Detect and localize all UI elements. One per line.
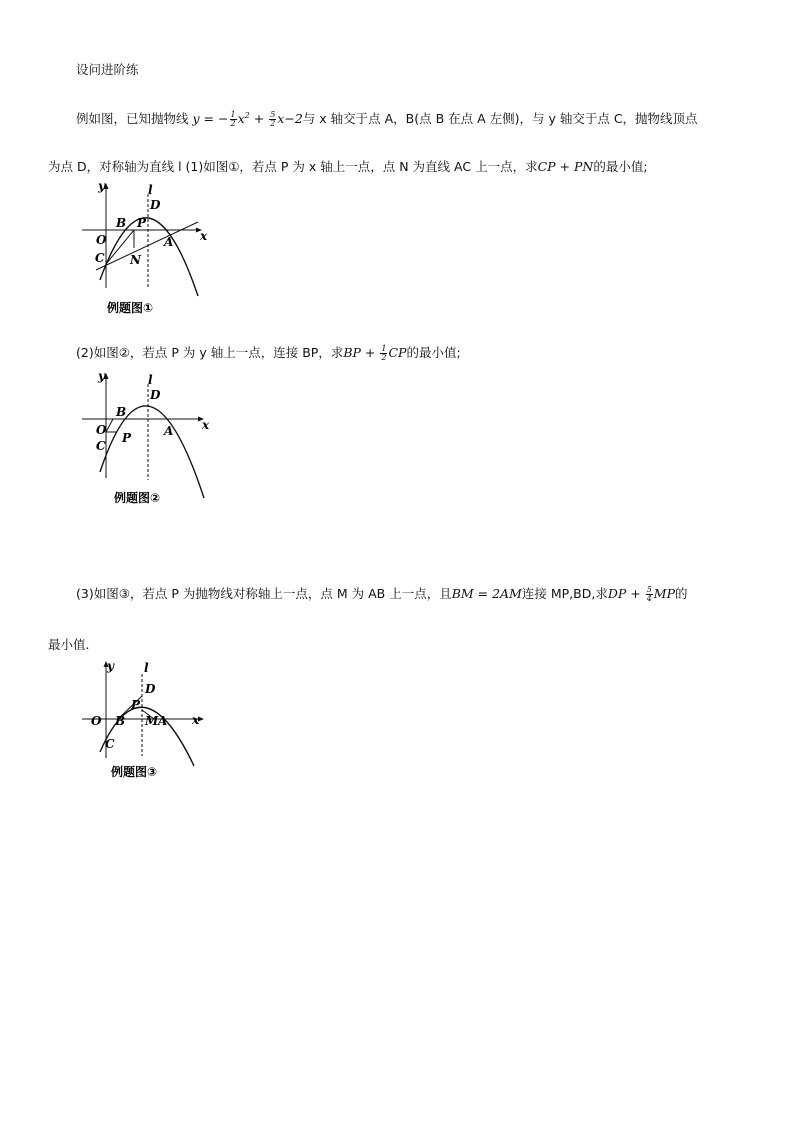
part2-math [343,345,406,360]
figure-2-diagram [78,368,218,508]
label-O: O [96,233,107,247]
label-x: x [192,713,200,727]
label-P: P [131,698,141,712]
part1-suffix: 的最小值; [593,159,648,174]
label-O: O [96,423,107,437]
part3-math-c: MP [653,586,676,601]
label-B: B [116,405,127,419]
label-y: y [98,369,105,383]
part3-statement-line2: 最小值. [48,637,90,652]
part3-prefix: (3)如图③，若点 P 为抛物线对称轴上一点，点 M 为 AB 上一点，且 [76,586,452,601]
part2-prefix: (2)如图②，若点 P 为 y 轴上一点，连接 BP，求 [76,345,344,360]
part2-statement [76,344,461,362]
label-A: A [158,714,168,728]
label-P: P [137,216,147,230]
segment-bp [106,419,113,432]
eq-plus: + [253,111,265,127]
label-B: B [115,714,126,728]
line-ac [96,222,198,270]
label-B: B [116,216,127,230]
label-M: M [145,714,159,728]
figure-1-diagram [78,180,218,320]
label-y: y [98,179,105,193]
frac-den: 2 [381,353,387,362]
part1-prefix: 为点 D，对称轴为直线 l (1)如图①，若点 P 为 x 轴上一点，点 N 为直线 AC 上一点，求 [48,159,538,174]
frac-num: 5 [646,585,652,594]
label-x: x [200,229,208,243]
label-N: N [130,253,141,267]
equation [189,110,303,129]
example-statement-line2 [48,158,648,176]
label-D: D [150,198,161,212]
label-A: A [164,424,174,438]
eq-equals: = [203,111,215,127]
eq-square: 2 [244,111,250,120]
label-l: l [148,183,153,197]
figure-1-caption: 例题图① [107,301,154,315]
label-C: C [105,737,115,751]
figure-2-caption: 例题图② [114,491,161,505]
label-l: l [148,373,153,387]
part2-suffix: 的最小值; [406,345,461,360]
part3-suffix: 的 [675,586,688,601]
frac-num: 5 [270,110,276,120]
label-C: C [96,439,106,453]
eq-x: x [237,111,245,127]
label-l: l [144,661,149,675]
part3-statement-line1 [76,585,688,603]
example-prefix: 例如图，已知抛物线 [76,111,189,127]
fraction-one-half [380,345,387,362]
section-heading: 设问进阶练 [76,62,139,77]
frac-den: 2 [230,119,236,129]
label-D: D [145,682,156,696]
part1-math: CP + PN [537,159,594,174]
fraction-five-quarter [646,586,653,603]
figure-1 [78,180,218,320]
fraction-one-half [230,111,237,128]
eq-x: x [277,111,285,127]
frac-num: 1 [230,110,236,120]
figure-3-diagram [78,656,218,786]
part3-math-a: BM = 2AM [451,586,522,601]
label-P: P [122,431,132,445]
figure-3-caption: 例题图③ [111,765,158,779]
fraction-five-half [269,111,276,128]
frac-den: 2 [270,119,276,129]
eq-minus: − [218,111,229,127]
label-D: D [150,388,161,402]
parabola [100,406,204,498]
eq-constant: −2 [284,111,303,127]
label-y: y [107,659,114,673]
label-A: A [164,235,174,249]
part3-math [608,586,675,601]
frac-num: 1 [381,344,387,353]
label-x: x [202,418,210,432]
part2-math-b: CP [388,345,407,360]
part3-math-b: DP + [607,586,645,601]
frac-den: 4 [646,594,652,603]
label-O: O [91,714,102,728]
figure-2 [78,368,218,508]
example-suffix: 与 x 轴交于点 A，B(点 B 在点 A 左侧)，与 y 轴交于点 C，抛物线顶点 [302,111,698,127]
part2-math-a: BP + [343,345,380,360]
label-C: C [95,251,105,265]
example-statement-line1 [76,107,698,128]
eq-y: y [192,111,200,127]
figure-3 [78,656,218,786]
part3-mid: 连接 MP,BD,求 [521,586,608,601]
